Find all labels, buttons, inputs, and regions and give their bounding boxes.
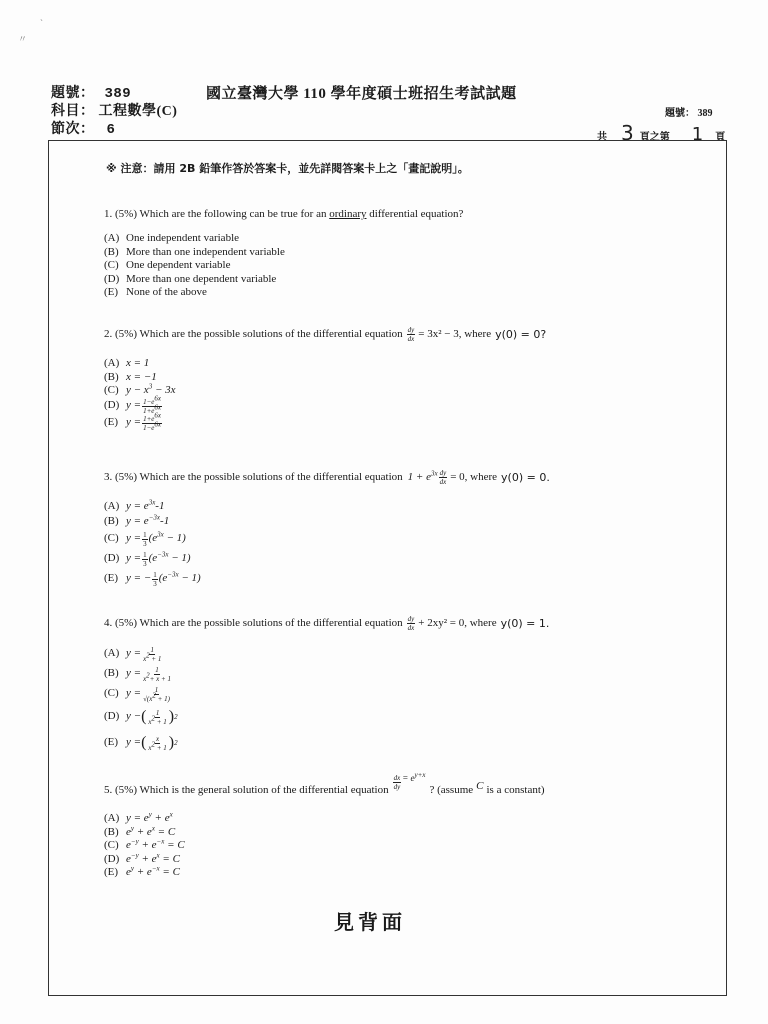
q4-option-d: (D) y − ( $\frac{1}{x^2 + 1}$ ) 2	[104, 708, 178, 726]
q3-text: 3. (5%) Which are the possible solutions of the differential equation	[104, 471, 403, 483]
exam-code-value: 389	[104, 86, 132, 102]
question-3	[104, 469, 550, 486]
exam-code-label: 題號：	[51, 86, 95, 101]
q2-option-a: (A) x = 1	[104, 357, 150, 370]
q5-option-c: (C) $e^{-y} + e^{-x} = C$	[104, 837, 185, 852]
q4-option-b: (B) y = $\frac{1}{x^2+ x + 1}$	[104, 665, 171, 683]
subject-value: 工程數學(C)	[98, 104, 178, 119]
notice: ※ 注意：請用 2B 鉛筆作答於答案卡，並先詳閱答案卡上之「畫記說明」。	[106, 162, 469, 175]
q5-assume-tail: is a constant)	[486, 784, 545, 796]
pages-prefix: 共	[597, 132, 607, 143]
question-4	[104, 615, 549, 632]
q3-equation-lead: $1 + e^{3x}$	[407, 469, 438, 483]
scan-mark: `	[40, 18, 43, 28]
q2-option-d: (D) y = $\frac{1-e^{6x}}{1+e^{6x}}$	[104, 394, 162, 415]
q5-option-d: (D) $e^{-y} + e^x = C$	[104, 850, 180, 865]
q2-equation-rhs: = 3x² − 3, where	[418, 328, 492, 340]
q1-option-e: (E) None of the above	[104, 286, 207, 299]
q3-condition: y(0) = 0.	[501, 471, 550, 484]
question-5	[104, 771, 545, 797]
subject-line	[51, 100, 177, 120]
q1-underlined: ordinary	[329, 208, 367, 220]
q5-dxdy: $\frac{dx}{dy}$	[393, 774, 401, 791]
q2-option-c: (C) $y - x^3 - 3x$	[104, 382, 176, 397]
q5-equation-rhs: = $e^{y+x}$	[402, 771, 426, 783]
q5-constant: C	[476, 780, 484, 792]
q3-option-a: (A) $y = e^{3x}-1$	[104, 498, 165, 512]
q5-assume: ? (assume	[429, 784, 474, 796]
q3-option-d: (D) y = $\frac{1}{3}$ $(e^{-3x} - 1)$	[104, 550, 191, 568]
exam-code-line	[51, 82, 131, 102]
q4-text: 4. (5%) Which are the possible solutions of the differential equation	[104, 617, 403, 629]
q5-option-b: (B) $e^y + e^x = C$	[104, 823, 176, 838]
q1-text-end: differential equation?	[366, 208, 464, 220]
q4-options	[104, 644, 178, 756]
pages-suffix: 頁	[715, 132, 726, 143]
q1-option-d: (D) More than one dependent variable	[104, 272, 277, 285]
q3-option-e: (E) y = − $\frac{1}{3}$ $(e^{-3x} - 1)$	[104, 570, 201, 588]
q3-option-c: (C) y = $\frac{1}{3}$ $(e^{3x} - 1)$	[104, 530, 186, 548]
q2-text: 2. (5%) Which are the possible solutions of the differential equation	[104, 328, 403, 340]
section-line	[51, 118, 115, 138]
pages-total: 3	[621, 121, 634, 145]
q4-condition: y(0) = 1.	[500, 617, 550, 630]
exam-title: 國立臺灣大學 110 學年度碩士班招生考試試題	[206, 86, 517, 102]
q4-option-a: (A) y = $\frac{1}{x^2 + 1}$	[104, 645, 162, 663]
scan-mark: 〃	[18, 34, 28, 44]
page-current: 1	[691, 124, 704, 145]
section-label: 節次：	[51, 122, 95, 137]
q3-equation-tail: = 0, where	[450, 471, 498, 483]
q5-text: 5. (5%) Which is the general solution of the differential equation	[104, 784, 389, 796]
right-exam-code: 題號： 389	[665, 108, 713, 119]
q2-option-b: (B) x = −1	[104, 370, 157, 383]
q1-option-a: (A) One independent variable	[104, 232, 240, 245]
section-value: 6	[106, 122, 116, 138]
q4-equation-rhs: + 2xy² = 0, where	[418, 617, 497, 629]
q1-options	[104, 232, 285, 300]
q3-option-b: (B) $y = e^{-3x}-1$	[104, 513, 170, 527]
see-back-note: 見背面	[334, 912, 406, 934]
q2-dydx: $\frac{dy}{dx}$	[407, 326, 415, 343]
pages-mid: 頁之第	[639, 132, 670, 143]
q4-dydx: $\frac{dy}{dx}$	[407, 615, 415, 632]
question-2	[104, 326, 546, 343]
q2-condition: y(0) = 0?	[495, 328, 547, 341]
q1-option-c: (C) One dependent variable	[104, 259, 231, 272]
q5-options	[104, 812, 185, 880]
q5-option-a: (A) $y = e^y + e^x$	[104, 810, 173, 825]
q5-option-e: (E) $e^y + e^{-x} = C$	[104, 864, 180, 879]
q4-option-e: (E) y = ( $\frac{x}{x^2 + 1}$ ) 2	[104, 734, 178, 752]
q2-option-e: (E) y = $\frac{1+e^{6x}}{1-e^{6x}}$	[104, 411, 162, 432]
q1-option-b: (B) More than one independent variable	[104, 245, 285, 258]
q2-options	[104, 357, 176, 432]
q1-text: 1. (5%) Which are the following can be true for an	[104, 208, 330, 220]
question-1	[104, 208, 463, 221]
q3-options	[104, 499, 201, 589]
q3-dydx: $\frac{dy}{dx}$	[439, 469, 447, 486]
subject-label: 科目：	[51, 104, 95, 119]
q4-option-c: (C) y = $\frac{1}{√(x^2 + 1)}$	[104, 685, 170, 703]
